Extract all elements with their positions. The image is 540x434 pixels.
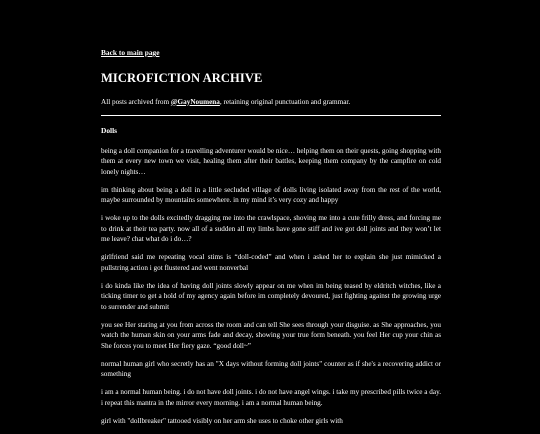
post-item: normal human girl who secretly has an "X days without forming doll joints" counter as if she's a recovering addict or something [101,359,441,378]
section-title: Dolls [101,126,118,135]
author-handle-link[interactable]: @GayNoumena [170,97,220,106]
post-item: i woke up to the dolls excitedly dragging me into the crawlspace, shoving me into a cute frilly dress, and forcing me to drink at their tea party. now all of a sudden all my limbs have gone stiff and ive got doll joints and they won’t let me leave? chat what do i do…? [101,214,441,243]
post-item: im thinking about being a doll in a little secluded village of dolls living isolated away from the rest of the world, maybe surrounded by mountains somewhere. in my mind it’s very cozy and happy [101,185,441,204]
post-item: i am a normal human being. i do not have doll joints. i do not have angel wings. i take my prescribed pills twice a day. i repeat this mantra in the mirror every morning. i am a normal human being. [101,388,441,407]
intro-text [101,97,441,108]
post-item: you see Her staring at you from across the room and can tell She sees through your disguise. as She approaches, you watch the human skin on your arms fade and decay, showing your true form beneath. you feel Her cup your chin as She forces you to meet Her fiery gaze. “good doll~” [101,320,441,350]
post-list [101,146,441,427]
divider [101,115,441,116]
back-to-main-link[interactable]: Back to main page [101,48,160,57]
intro-before: All posts archived from [101,97,171,106]
page-title: MICROFICTION ARCHIVE [101,70,263,85]
post-item: girlfriend said me repeating vocal stims is “doll-coded” and when i asked her to explain she just mimicked a pullstring action i got flustered and went nonverbal [101,253,441,272]
archive-page [101,48,441,434]
post-item: i do kinda like the idea of having doll joints slowly appear on me when im being teased by eldritch witches, like a ticking timer to get a hold of my agency again before im completely devoured, just fighting against the growing urge to surrender and submit [101,281,441,311]
post-item: being a doll companion for a travelling adventurer would be nice… helping them on their quests, going shopping with them at every new town we visit, healing them after their battles, keeping them company by the campfire on cold lonely nights… [101,146,441,176]
intro-after: , retaining original punctuation and grammar. [219,97,351,106]
post-item: girl with "dollbreaker" tattooed visibly on her arm she uses to choke other girls with [101,416,343,425]
